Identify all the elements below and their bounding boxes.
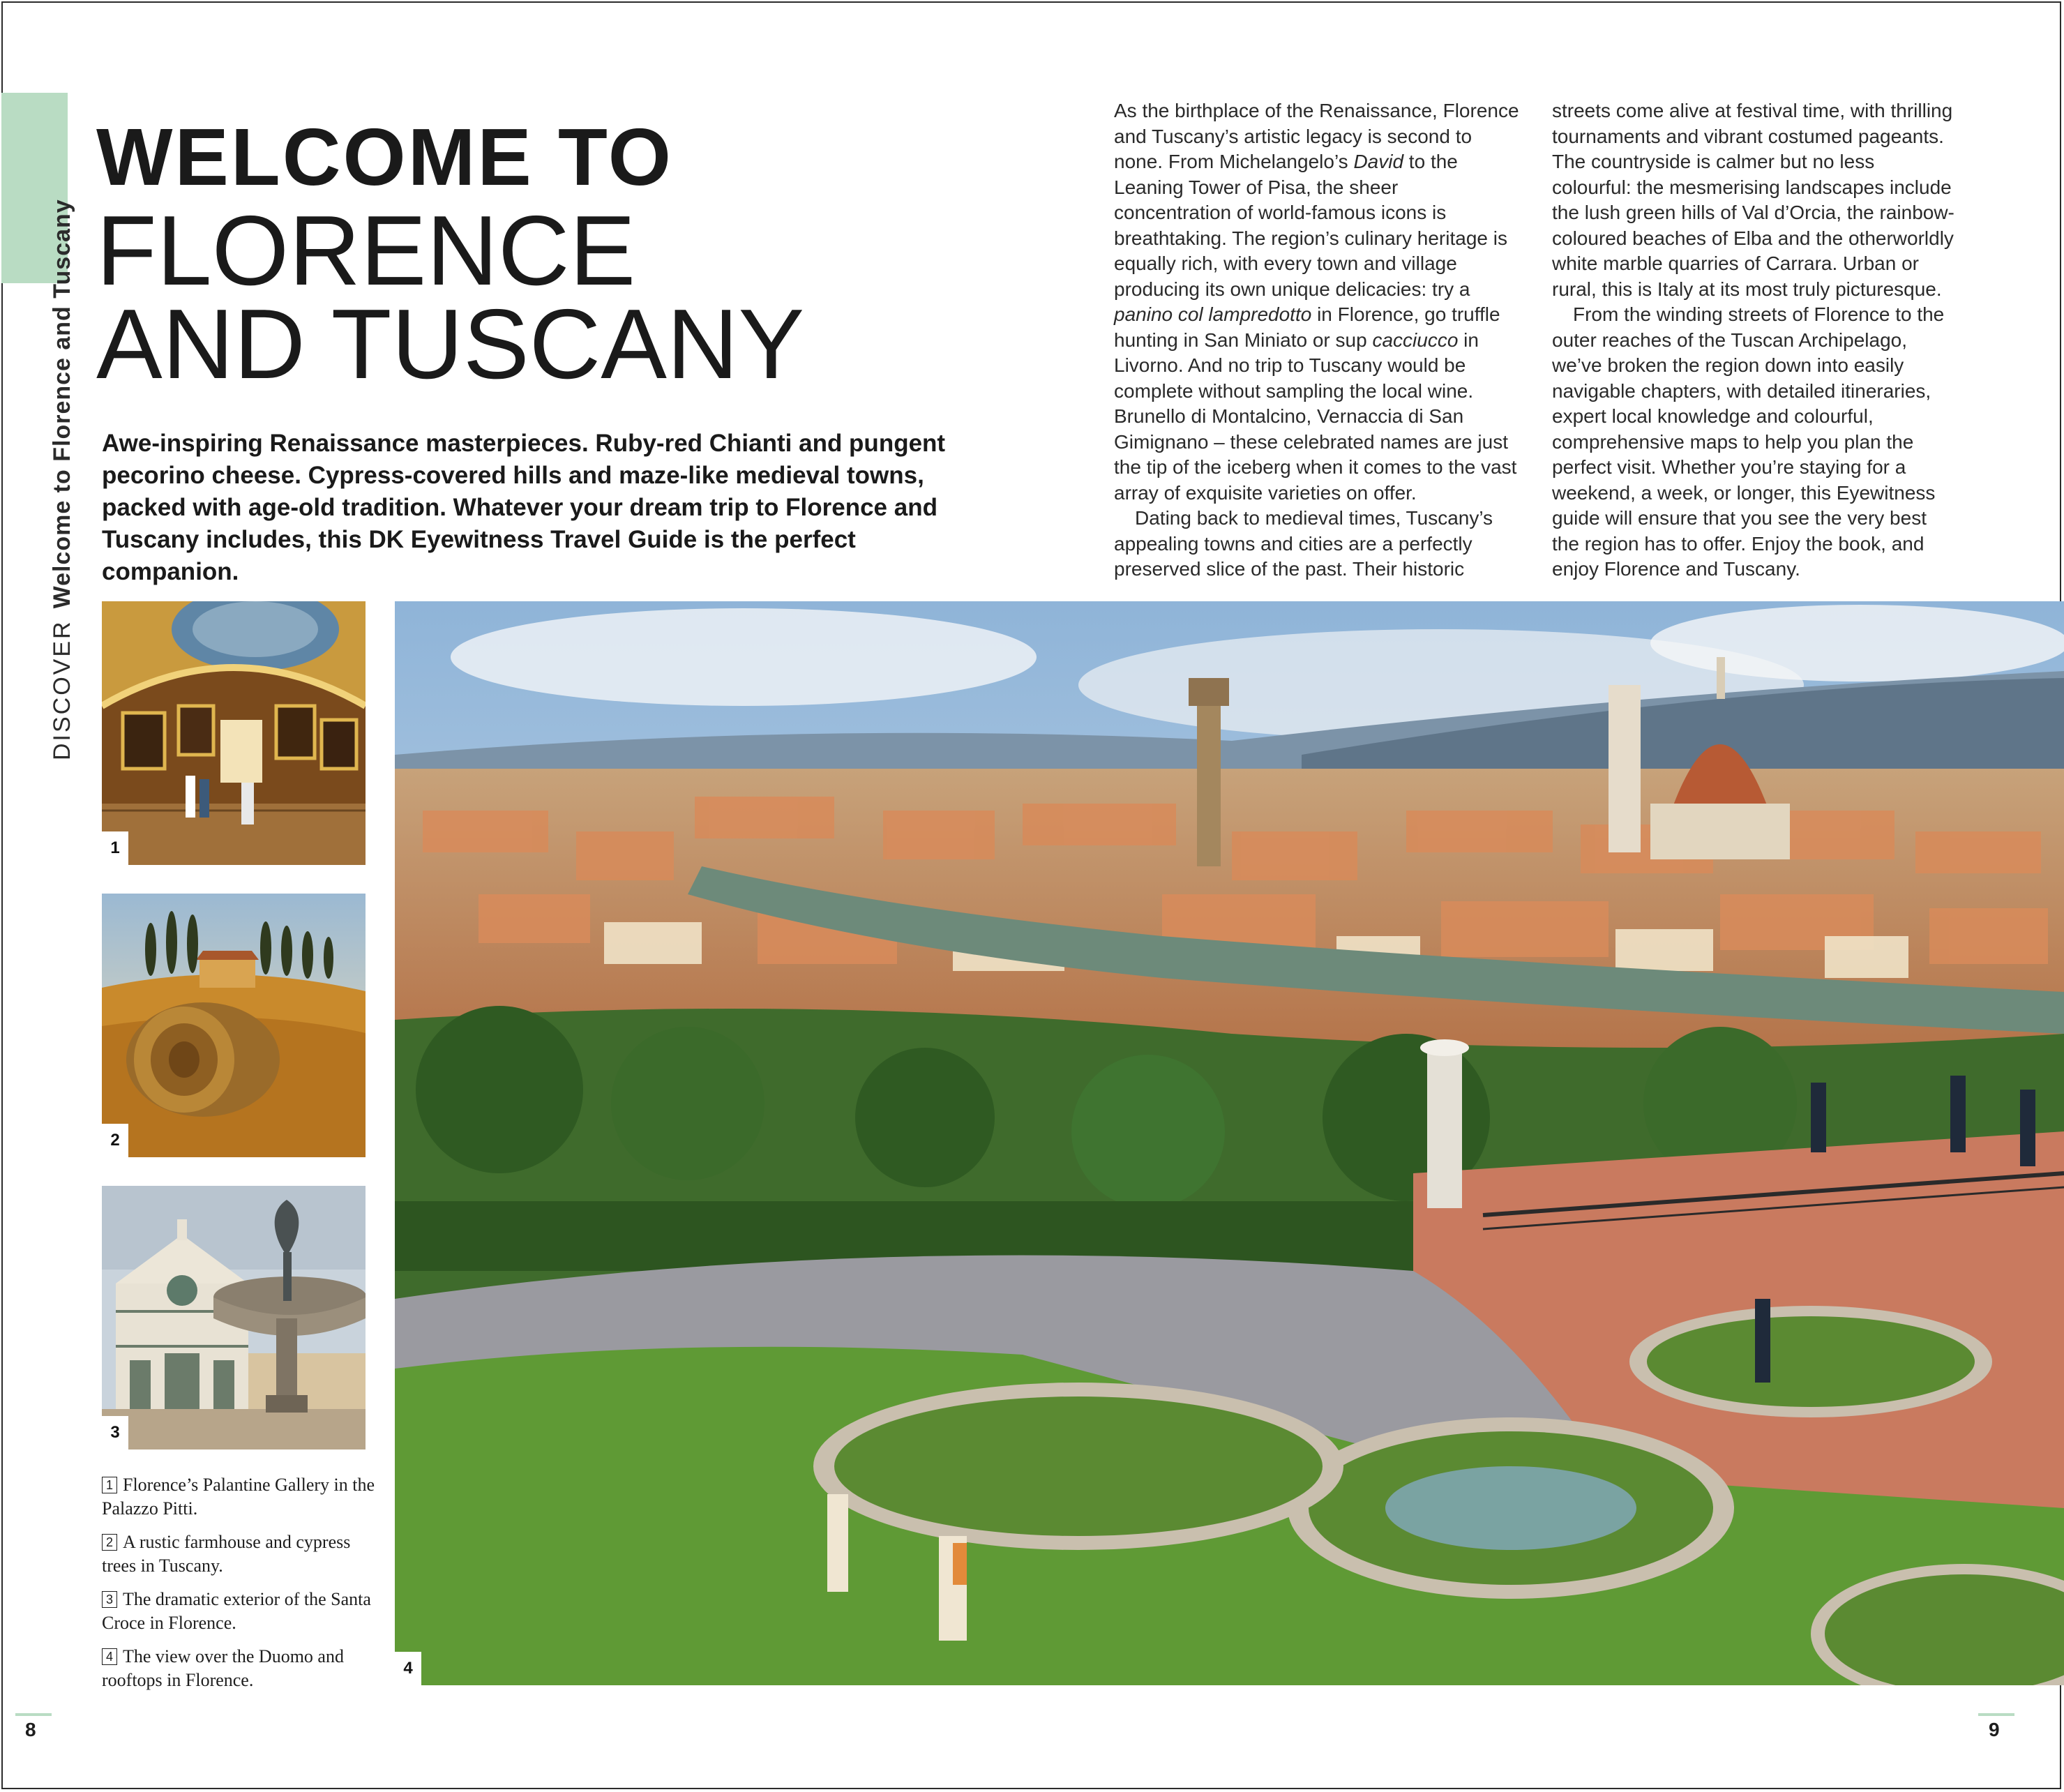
- photo-captions: [102, 1473, 381, 1702]
- page-title-line-1: WELCOME TO: [96, 112, 673, 202]
- body-paragraph-1: As the birthplace of the Renaissance, Florence and Tuscany’s artistic legacy is second to none. From Michelangelo’s David to the Leaning Tower of Pisa, the sheer concentration of world-famous icons is breathtaking. The region’s culinary heritage is equally rich, with every town and village producing its own unique delicacies: try a panino col lampredotto in Florence, go truffle hunting in San Miniato or sup cacciucco in Livorno. And no trip to Tuscany would be complete without sampling the local wine. Brunello di Montalcino, Vernaccia di San Gimignano – these celebrated names are just the tip of the iceberg when it comes to the vast array of exquisite varieties on offer.: [1114, 100, 1519, 504]
- intro-paragraph: Awe-inspiring Renaissance masterpieces. Ruby-red Chianti and pungent pecorino cheese. Cypress-covered hills and maze-like medieval towns, packed with age-old tradition. Whatever your dream trip to Florence and Tuscany includes, this DK Eyewitness Travel Guide is the perfect companion.: [102, 430, 946, 585]
- photo-number-4: 4: [395, 1652, 421, 1685]
- photo-santa-croce: [102, 1186, 366, 1450]
- photo-number-1: 1: [102, 831, 128, 865]
- photo-number-3: 3: [102, 1416, 128, 1450]
- running-head: [49, 199, 76, 760]
- caption-text-2: A rustic farmhouse and cypress trees in Tuscany.: [102, 1532, 351, 1576]
- page-number-bar-left: [15, 1713, 52, 1716]
- caption-text-3: The dramatic exterior of the Santa Croce in Florence.: [102, 1589, 371, 1633]
- page-number-left: 8: [25, 1719, 36, 1740]
- caption-1: [102, 1473, 381, 1521]
- caption-number-4: 4: [102, 1648, 117, 1665]
- photo-number-2: 2: [102, 1124, 128, 1157]
- photo-tuscan-farmhouse: [102, 894, 366, 1157]
- page-title-line-3: AND TUSCANY: [96, 289, 805, 400]
- caption-3: [102, 1588, 381, 1635]
- caption-number-1: 1: [102, 1477, 117, 1493]
- page-number-right: 9: [1989, 1719, 2000, 1740]
- caption-text-1: Florence’s Palantine Gallery in the Palazzo Pitti.: [102, 1475, 375, 1519]
- page-number-bar-right: [1978, 1713, 2014, 1716]
- body-column-1: [1114, 98, 1520, 582]
- page-title-line-2: FLORENCE: [96, 195, 636, 306]
- caption-4: [102, 1645, 381, 1692]
- body-column-2: [1552, 98, 1958, 582]
- running-head-section: DISCOVER: [49, 619, 75, 760]
- photo-palatine-gallery: [102, 601, 366, 865]
- caption-text-4: The view over the Duomo and rooftops in Florence.: [102, 1646, 344, 1690]
- photo-duomo-view: [395, 601, 2064, 1685]
- body-paragraph-2-start: Dating back to medieval times, Tuscany’s appealing towns and cities are a perfectly preserved slice of the past. Their historic: [1114, 507, 1493, 580]
- caption-number-3: 3: [102, 1591, 117, 1608]
- body-paragraph-3: From the winding streets of Florence to the outer reaches of the Tuscan Archipelago, we’ve broken the region down into easily navigable chapters, with detailed itineraries, expert local knowledge and colourful, comprehensive maps to help you plan the perfect visit. Whether you’re staying for a weekend, a week, or longer, this Eyewitness guide will ensure that you see the very best the region has to offer. Enjoy the book, and enjoy Florence and Tuscany.: [1552, 303, 1945, 580]
- caption-2: [102, 1530, 381, 1578]
- running-head-chapter: Welcome to Florence and Tuscany: [49, 199, 75, 609]
- caption-number-2: 2: [102, 1534, 117, 1551]
- body-paragraph-2-end: streets come alive at festival time, with thrilling tournaments and vibrant costumed pageants. The countryside is calmer but no less colourful: the mesmerising landscapes include the lush green hills of Val d’Orcia, the rainbow-coloured beaches of Elba and the otherworldly white marble quarries of Carrara. Urban or rural, this is Italy at its most truly picturesque.: [1552, 100, 1954, 300]
